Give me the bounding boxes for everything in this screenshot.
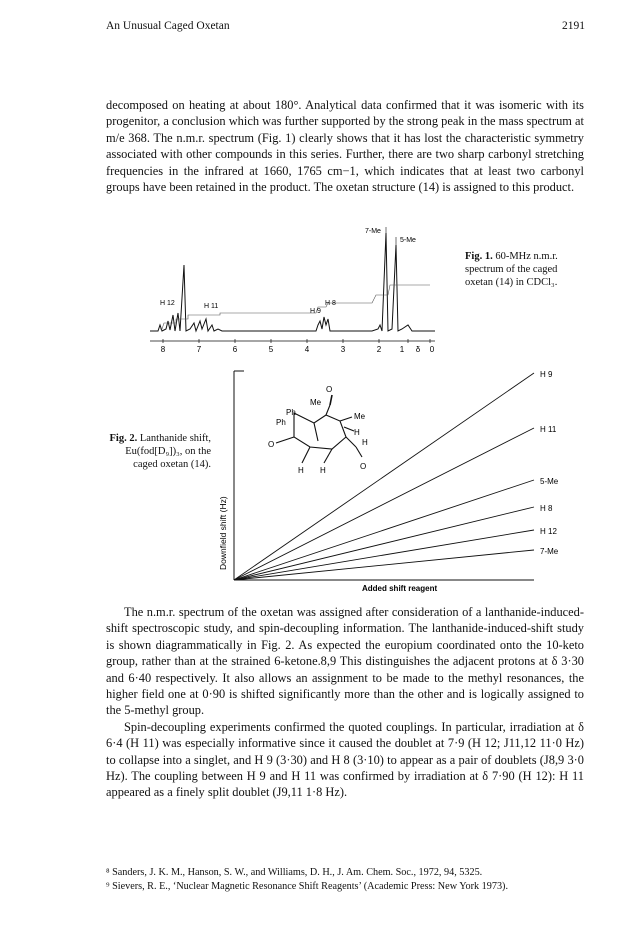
peak-h11: H 11 [204, 303, 219, 310]
label-7me: 7-Me [540, 547, 559, 556]
peak-h12: H 12 [160, 300, 175, 307]
paragraph-2 [106, 604, 584, 801]
peak-5me: 5-Me [400, 237, 416, 244]
fig2-xlabel: Added shift reagent [362, 584, 438, 593]
line-h9 [234, 373, 534, 580]
label-h11: H 11 [540, 425, 557, 434]
paragraph-3-text: Spin-decoupling experiments confirmed the quoted couplings. In particular, irradiation at δ 6·4 (H 11) was especially informative since it caused the doublet at 7·9 (H 12; J11,12 11·0 Hz) to collapse into a singlet, and H 9 (3·30) and H 8 (3·10) to appear as a pair of doublets (J8,9 3·0 Hz). The coupling between H 9 and H 11 was confirmed by irradiation at δ 7·90 (H 12): H 11 appeared as a finely split doublet (J9,11 1·8 Hz). [106, 719, 584, 800]
struct-h-bottom-2: H [320, 466, 326, 475]
struct-o-top: O [326, 385, 333, 394]
line-h12 [234, 530, 534, 580]
fig2-caption [106, 432, 211, 471]
fig2-line-labels [540, 370, 559, 556]
peak-h8: H 8 [325, 300, 336, 307]
tick-0: 0 [429, 345, 435, 354]
tick-4: 4 [304, 345, 310, 354]
struct-me-top: Me [310, 398, 322, 407]
fig1-caption-label: Fig. 1. [465, 251, 493, 262]
fig1-caption-text: 60-MHz n.m.r. spectrum of the caged oxetan (14) in CDCl₃. [465, 251, 558, 288]
nmr-trace [150, 233, 435, 331]
line-h11 [234, 428, 534, 580]
tick-5: 5 [268, 345, 274, 354]
tick-1: 1 [399, 345, 405, 354]
footnotes [106, 866, 606, 894]
tick-7: 7 [196, 345, 202, 354]
label-h8: H 8 [540, 504, 553, 513]
fig1-peak-labels [160, 228, 416, 315]
tick-3: 3 [340, 345, 346, 354]
tick-delta: δ [415, 345, 421, 354]
fig1-caption [465, 250, 575, 289]
tick-6: 6 [232, 345, 238, 354]
fig1-tick-labels [161, 345, 435, 354]
fig1-nmr-spectrum [140, 225, 450, 355]
struct-o-right: O [360, 462, 367, 471]
struct-h-far: H [362, 438, 368, 447]
struct-ph-2: Ph [276, 418, 286, 427]
fig2-ylabel: Downfield shift (Hz) [218, 496, 228, 570]
fig2-caption-label: Fig. 2. [109, 433, 138, 444]
line-h8 [234, 507, 534, 580]
label-h12: H 12 [540, 527, 557, 536]
peak-7me: 7-Me [365, 228, 381, 235]
peak-h9: H 9 [310, 308, 321, 315]
struct-ph-1: Ph [286, 408, 296, 417]
fig2-caption-text: Lanthanide shift, Eu(fod[D₉])₃, on the caged oxetan (14). [125, 433, 211, 470]
paragraph-1 [106, 97, 584, 195]
tick-8: 8 [160, 345, 166, 354]
fig2-shift-diagram [214, 365, 584, 595]
tick-2: 2 [376, 345, 382, 354]
footnote-8: ⁸ Sanders, J. K. M., Hanson, S. W., and Williams, D. H., J. Am. Chem. Soc., 1972, 94, 5325. [106, 867, 483, 878]
struct-me-right: Me [354, 412, 366, 421]
cage-ring [294, 413, 346, 449]
struct-h-right: H [354, 428, 360, 437]
footnote-9: ⁹ Sievers, R. E., ‘Nuclear Magnetic Resonance Shift Reagents’ (Academic Press: New York 1973). [106, 881, 508, 892]
paragraph-2-text: The n.m.r. spectrum of the oxetan was assigned after consideration of a lanthanide-induced-shift spectroscopic study, and spin-decoupling information. The lanthanide-induced-shift study is shown diagrammatically in Fig. 2. As expected the europium coordinated onto the 10-keto group, rather than at the strained 6-ketone.8,9 This distinguishes the adjacent protons at δ 3·30 and 6·40 respectively. It also allows an assignment to be made to the methyl resonances, the higher field one at 0·90 is shifted significantly more than the other and is logically assigned to the 5-methyl group. [106, 605, 584, 718]
label-5me: 5-Me [540, 477, 559, 486]
fig2-shift-lines [234, 373, 534, 580]
struct-o-left: O [268, 440, 275, 449]
struct-h-bottom-1: H [298, 466, 304, 475]
page-number: 2191 [562, 20, 585, 32]
structure-labels [268, 385, 368, 475]
running-title: An Unusual Caged Oxetan [106, 20, 230, 32]
label-h9: H 9 [540, 370, 553, 379]
paragraph-1-text: decomposed on heating at about 180°. Analytical data confirmed that it was isomeric with its progenitor, a conclusion which was further supported by the strong peak in the mass spectrum at m/e 368. The n.m.r. spectrum (Fig. 1) clearly shows that it has lost the characteristic symmetry associated with other compounds in this series. Further, there are two sharp carbonyl stretching frequencies in the infrared at 1660, 1765 cm−1, which indicates that at least two carbonyl groups have been retained in the product. The oxetan structure (14) is assigned to this product. [106, 98, 584, 195]
